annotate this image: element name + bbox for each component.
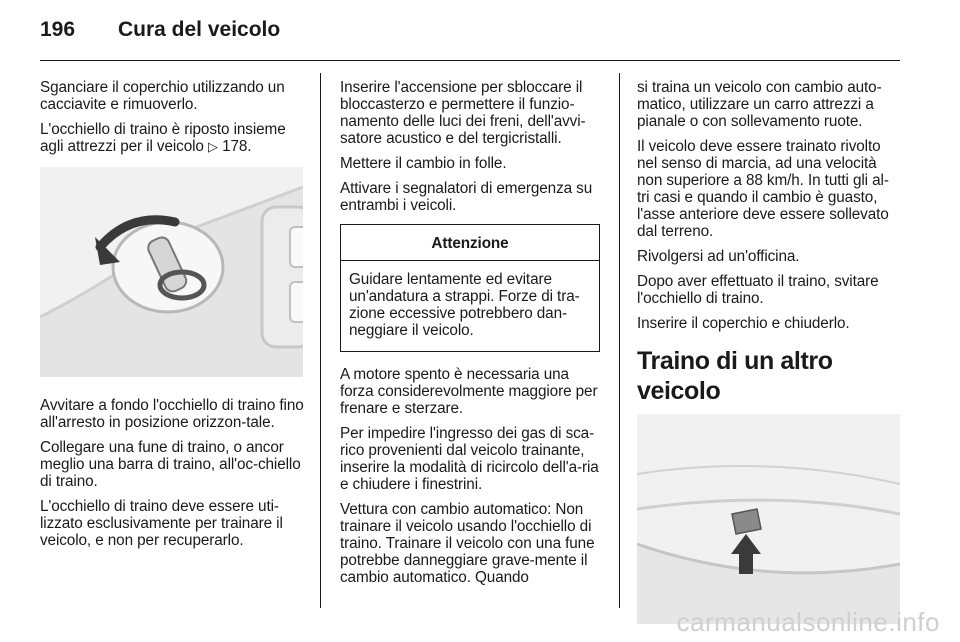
column-divider-1: [320, 73, 321, 608]
paragraph: Inserire l'accensione per sbloccare il bloccasterzo e permettere il funzio-namento delle luci dei freni, dell'avvi-satore acustico e del tergicristalli.: [340, 79, 586, 147]
page-reference-link[interactable]: 178.: [222, 138, 252, 155]
paragraph: Il veicolo deve essere trainato rivolto nel senso di marcia, ad una velocità non superiore a 88 km/h. In tutti gli al-tri casi e quando il cambio è guasto, l'asse anteriore deve essere sollevato dal terreno.: [637, 138, 889, 240]
paragraph: Sganciare il coperchio utilizzando un cacciavite e rimuoverlo.: [40, 79, 285, 113]
column-3: [637, 79, 901, 624]
reference-arrow-icon: ▷: [208, 139, 218, 154]
rear-bumper-illustration: [637, 414, 900, 624]
paragraph: Rivolgersi ad un'officina.: [637, 248, 800, 265]
warning-title: Attenzione: [341, 225, 599, 261]
paragraph-text: L'occhiello di traino è riposto insieme agli attrezzi per il veicolo: [40, 121, 286, 155]
warning-text: Guidare lentamente ed evitare un'andatura a strappi. Forze di tra-zione eccessive potrebbero dan-neggiare il veicolo.: [349, 271, 580, 339]
paragraph: Per impedire l'ingresso dei gas di sca-rico provenienti dal veicolo trainante, inserire la modalità di ricircolo dell'a-ria e chiudere i finestrini.: [340, 425, 599, 493]
paragraph: Vettura con cambio automatico: Non trainare il veicolo usando l'occhiello di traino. Trainare il veicolo con una fune potrebbe danneggiare grave-mente il cambio automatico. Quando: [340, 501, 595, 586]
warning-box: [340, 224, 600, 352]
paragraph: Dopo aver effettuato il traino, svitare l'occhiello di traino.: [637, 273, 879, 307]
page-header: [40, 18, 280, 48]
rear-bumper-drawing: [637, 414, 900, 624]
paragraph: Attivare i segnalatori di emergenza su entrambi i veicoli.: [340, 180, 593, 214]
watermark: carmanualsonline.info: [676, 607, 940, 637]
page-number: 196: [40, 18, 76, 41]
column-1: [40, 79, 304, 557]
section-heading: Traino di un altro veicolo: [637, 347, 833, 405]
header-rule: [40, 60, 900, 61]
paragraph: Mettere il cambio in folle.: [340, 155, 507, 172]
paragraph: si traina un veicolo con cambio auto-matico, utilizzare un carro attrezzi a pianale o con sollevamento ruote.: [637, 79, 882, 130]
paragraph: Inserire il coperchio e chiuderlo.: [637, 315, 850, 332]
paragraph: [40, 121, 304, 155]
paragraph: Collegare una fune di traino, o ancor meglio una barra di traino, all'oc-chiello di traino.: [40, 439, 301, 490]
paragraph: Avvitare a fondo l'occhiello di traino fino all'arresto in posizione orizzon-tale.: [40, 397, 304, 431]
column-divider-2: [619, 73, 620, 608]
paragraph: A motore spento è necessaria una forza considerevolmente maggiore per frenare e sterzare.: [340, 366, 598, 417]
tow-eye-illustration: [40, 167, 303, 377]
tow-eye-drawing: [40, 167, 303, 377]
page-title: Cura del veicolo: [118, 18, 281, 41]
column-2: [340, 79, 604, 594]
paragraph: L'occhiello di traino deve essere uti-lizzato esclusivamente per trainare il veicolo, e non per recuperarlo.: [40, 498, 283, 549]
